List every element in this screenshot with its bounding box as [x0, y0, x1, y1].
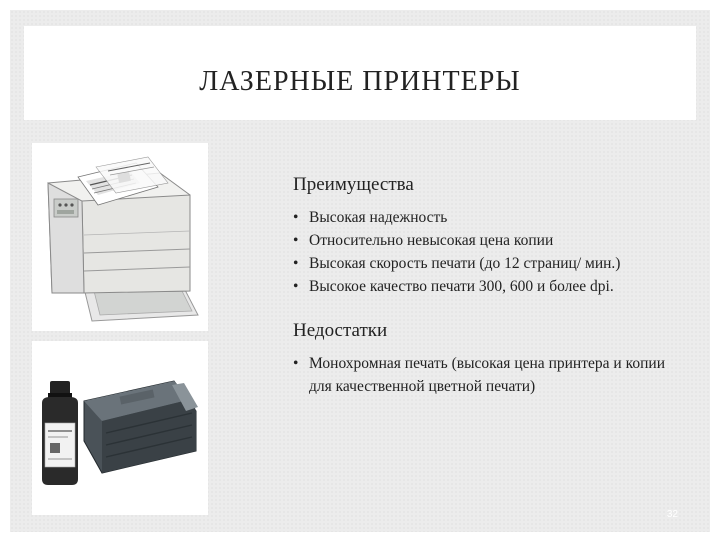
advantages-list: [293, 206, 665, 298]
toner-cartridge-image: [32, 341, 208, 515]
list-item: • Монохромная печать (высокая цена принтера и копии для качественной цветной печати): [293, 352, 665, 398]
disadvantages-list: [293, 352, 665, 398]
disadvantages-heading: Недостатки: [293, 320, 388, 341]
list-item: • Высокое качество печати 300, 600 и более dpi.: [293, 275, 665, 298]
list-item: • Высокая скорость печати (до 12 страниц/ мин.): [293, 252, 665, 275]
laser-printer-image: [32, 143, 208, 331]
slide-title: ЛАЗЕРНЫЕ ПРИНТЕРЫ: [199, 66, 521, 97]
content-area: [293, 174, 665, 398]
list-item: • Относительно невысокая цена копии: [293, 229, 665, 252]
toner-cartridge-illustration: [32, 341, 208, 515]
title-box: [24, 26, 696, 120]
list-item: • Высокая надежность: [293, 206, 665, 229]
advantages-heading: Преимущества: [293, 174, 414, 195]
laser-printer-illustration: [32, 143, 208, 331]
page-number: 32: [666, 509, 678, 520]
